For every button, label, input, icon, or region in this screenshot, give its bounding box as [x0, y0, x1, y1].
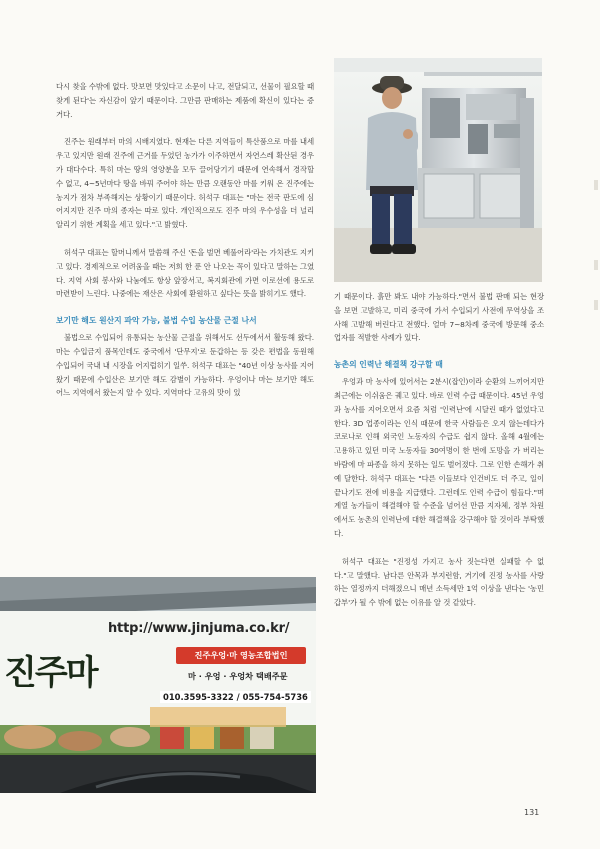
left-column	[56, 80, 314, 414]
banner-products: 마 · 우엉 · 우엉차 택배주문	[188, 671, 288, 681]
right-column	[334, 290, 544, 624]
banner-url: http://www.jinjuma.co.kr/	[108, 621, 290, 636]
paragraph: 우엉과 마 농사에 있어서는 2분시(잡인)이라 순환의 느끼어지만 최근에는 이쉬움은 궤고 있다. 바로 인력 수급 때문이다. 45년 우엉과 농사를 지어오면서 요즘 처럼 '인력난'에 시달린 때가 없었다고 한다. 3D 업종이라는 인식 때문에 한국 사람들은 오지 않는데다가 코로나로 인해 외국인 노동자의 수급도 쉽지 않다. 올해 4월에는 고용하고 있던 미국 노동자들 30여명이 한 번에 도망을 가 버리는 바람에 마 파종을 하지 못하는 일도 벌어졌다. 그로 인한 손해가 취예 달한다. 허석구 대표는 "다른 이들보다 인건비도 더 주고, 일이 끝나기도 전에 비용을 지급했다. 그런데도 인력 수급이 힘들다."며 계열 농가들이 해결해야 할 수준을 넘어선 만큼 지자체, 정부 차원에서도 농촌의 인력난에 대한 해결책을 강구해야 할 것이라 부탁했다.	[334, 377, 544, 538]
section-heading: 보기만 해도 원산지 파악 가능, 불법 수입 농산물 근절 나서	[56, 316, 257, 326]
paragraph: 진주는 원래부터 마의 시배지였다. 현재는 다른 지역들이 특산품으로 마를 내세우고 있지만 원래 진주에 근거를 두었던 농가가 이주하면서 자연스레 확산된 경우가 대다수다. 특히 마는 땅의 영양분을 모두 끌어당기기 때문에 연속해서 경작할 수 없고, 4~5년마다 땅을 바꿔 주어야 하는 만큼 오랜동안 마를 키워 온 진주에는 농지가 점차 부족해지는 상황이기 때문이다. 허석구 대표는 "마는 전국 판도에 심어지지만 진주 마의 종자는 따로 있다. 개인적으로도 진주 마의 우수성을 더 널리 알리기 위한 계획을 세고 있다."고 밝혔다.	[56, 137, 314, 230]
photo-farmer-factory	[334, 58, 542, 282]
photo-banner-truck	[0, 577, 316, 793]
paragraph: 불법으로 수입되어 유통되는 농산물 근절을 위해서도 선두에서서 활동해 왔다. 마는 수입금지 품목인데도 중국에서 '단무지'로 둔갑하는 등 갖은 편법을 동원해 수입되어 국내 내 시장을 어지럽히기 일쑤. 허석구 대표는 "40년 이상 농사를 지어 왔기 때문에 수입산은 보기만 해도 감별이 가능하다. 우엉이나 마는 보기만 해도 어느 지역에서 왔는지 알 수 있다. 지역마다 고유의 맛이 있	[56, 333, 314, 398]
paragraph: 허석구 대표는 "진정성 가지고 농사 짓는다면 실패할 수 없다."고 말했다. 남다른 안목과 부지런함, 거기에 진정 농사를 사랑하는 열정까지 더해졌으니 매년 소득세만 1억 이상을 낸다는 '농민 갑부'가 될 수 밖에 없는 이유를 알 것 같았다.	[334, 556, 544, 608]
paragraph: 허석구 대표는 할머니께서 말씀해 주신 '돈을 벌면 베풀어라'라는 가치관도 지키고 있다. 경제적으로 어려움을 때는 저희 한 푼 안 나오는 꼭이 있다고 말하는 그였다. 지역 사회 봉사와 나눔에도 항상 앞장서고, 복지회관에 가면 이로선에 용도로 마련받이 느린다. 나중에는 재산은 사회에 환원하고 싶다는 뜻을 밝히기도 했다.	[56, 247, 314, 299]
paragraph: 다시 찾을 수밖에 없다. 맛보면 맛있다고 소문이 나고, 전달되고, 선물이 필요할 때 찾게 된다'는 자신감이 앞기 때문이다. 그만큼 판매하는 제품에 확신이 있다는 증거다.	[56, 82, 314, 119]
edge-marker	[594, 180, 598, 190]
page-number: 131	[524, 808, 540, 817]
edge-marker	[594, 260, 598, 270]
banner-phone: 010.3595-3322 / 055-754-5736	[160, 691, 311, 703]
edge-marker	[594, 300, 598, 310]
paragraph: 기 때문이다. 흙만 봐도 내야 가능하다."면서 불법 판매 되는 현장을 보면 고발하고, 미리 중국에 가서 수입되기 사전에 무역상을 조사해 고발해 버린다고 전했다. 얼마 7~8차례 중국에 방문해 중소업자를 적발한 사례가 있다.	[334, 292, 544, 343]
farmer-photo-illustration	[334, 58, 542, 282]
section-heading: 농촌의 인력난 해결책 강구할 때	[334, 360, 443, 370]
banner-organization: 진주우엉·마 영농조합법인	[176, 647, 306, 664]
banner-brand-name: 진주마	[4, 653, 97, 693]
